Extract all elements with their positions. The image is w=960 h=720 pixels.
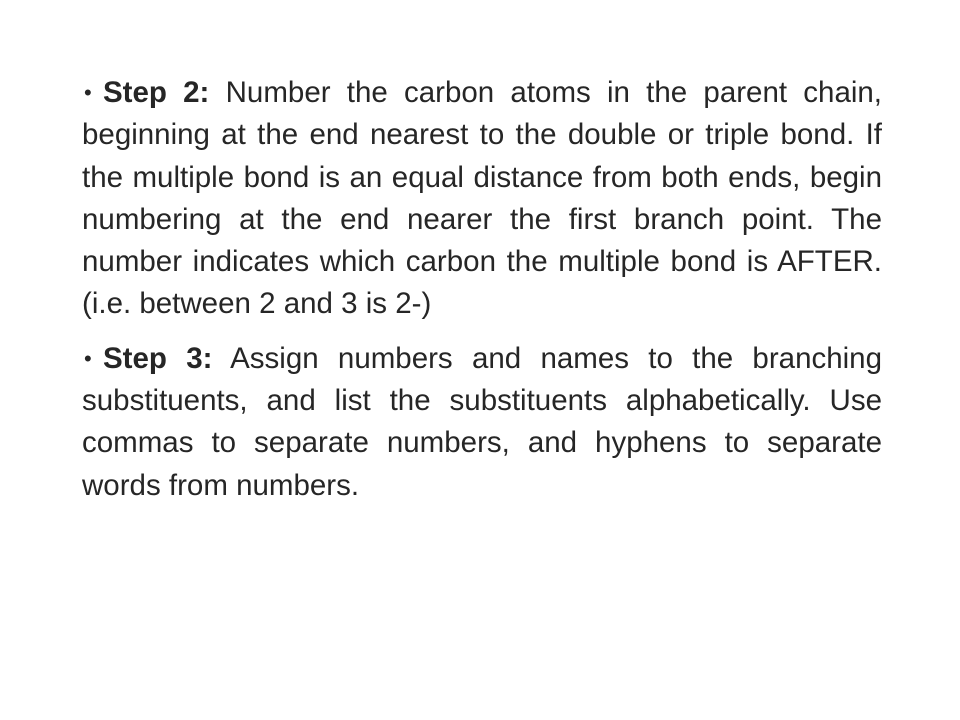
bullet-step-3	[82, 338, 882, 507]
step-label: Step 3:	[103, 341, 213, 375]
step-text: Assign numbers and names to the branching substituents, and list the substituents alphabetically. Use commas to separate numbers, and hyphens to separate words from numbers.	[82, 341, 882, 502]
bullet-dot-icon: •	[84, 345, 92, 371]
bullet-list	[82, 72, 882, 519]
bullet-step-2	[82, 72, 882, 326]
bullet-dot-icon: •	[84, 80, 92, 105]
step-label: Step 2:	[103, 76, 210, 109]
step-text: Number the carbon atoms in the parent chain, beginning at the end nearest to the double or triple bond. If the multiple bond is an equal distance from both ends, begin numbering at the end nearer the first branch point. The number indicates which carbon the multiple bond is AFTER. (i.e. between 2 and 3 is 2-)	[82, 76, 883, 321]
